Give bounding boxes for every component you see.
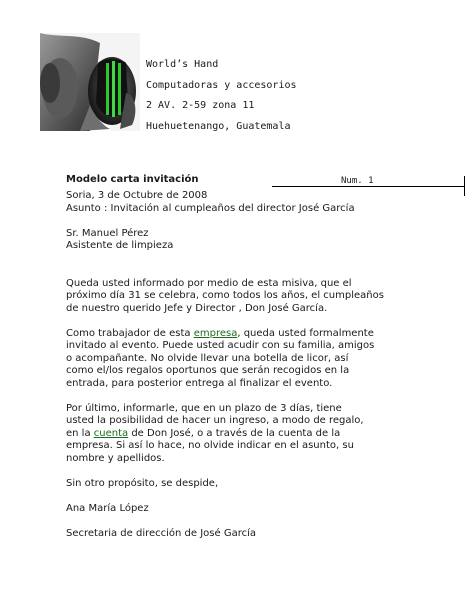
cuenta-link[interactable]: cuenta bbox=[93, 427, 129, 439]
paragraph-line: invitado al evento. Puede usted acudir con su familia, amigos bbox=[66, 340, 375, 351]
company-logo bbox=[40, 33, 140, 131]
text-run: Como trabajador de esta bbox=[66, 327, 194, 339]
letter-body bbox=[66, 190, 468, 540]
paragraph-line: usted la posibilidad de hacer un ingreso, a modo de regalo, bbox=[66, 415, 364, 426]
paragraph-line bbox=[66, 428, 468, 441]
paragraph-line: empresa. Si así lo hace, no olvide indicar en el asunto, su bbox=[66, 440, 354, 451]
paragraph-line: Queda usted informado por medio de esta misiva, que el bbox=[66, 277, 352, 289]
recipient-name: Sr. Manuel Pérez bbox=[66, 227, 149, 239]
company-info bbox=[146, 55, 297, 137]
text-run: , queda usted formalmente bbox=[237, 327, 374, 339]
document-title: Modelo carta invitación bbox=[66, 174, 199, 185]
paragraph-line: nombre y apellidos. bbox=[66, 452, 165, 464]
paragraph-line bbox=[66, 328, 468, 341]
signer-name: Ana María López bbox=[66, 502, 149, 514]
text-run: de Don José, o a través de la cuenta de la bbox=[128, 427, 341, 439]
paragraph-line: de nuestro querido Jefe y Director , Don José García. bbox=[66, 302, 328, 314]
company-tagline: Computadoras y accesorios bbox=[146, 79, 297, 91]
paragraph-1 bbox=[66, 278, 468, 316]
paragraph-line: Por último, informarle, que en un plazo de 3 días, tiene bbox=[66, 402, 342, 414]
letter-subject: Asunto : Invitación al cumpleaños del director José García bbox=[66, 202, 355, 214]
paragraph-2 bbox=[66, 328, 468, 391]
recipient-role: Asistente de limpieza bbox=[66, 240, 174, 251]
company-city: Huehuetenango, Guatemala bbox=[146, 120, 291, 132]
paragraph-line: como el/los regalos oportunos que serán recogidos en la bbox=[66, 365, 350, 376]
company-name: World’s Hand bbox=[146, 59, 219, 70]
paragraph-line: próximo día 31 se celebra, como todos los años, el cumpleaños bbox=[66, 290, 384, 301]
letter-date: Soria, 3 de Octubre de 2008 bbox=[66, 190, 208, 201]
paragraph-line: o acompañante. No olvide llevar una botella de licor, así bbox=[66, 352, 349, 364]
signer-role: Secretaria de dirección de José García bbox=[66, 527, 257, 539]
paragraph-line: entrada, para posterior entrega al finalizar el evento. bbox=[66, 377, 333, 389]
empresa-link[interactable]: empresa bbox=[193, 327, 238, 339]
company-address: 2 AV. 2-59 zona 11 bbox=[146, 100, 255, 111]
header-rule bbox=[272, 186, 464, 187]
letter-closing: Sin otro propósito, se despide, bbox=[66, 477, 219, 489]
paragraph-3 bbox=[66, 403, 468, 466]
document-number: Num. 1 bbox=[341, 176, 374, 186]
text-run: en la bbox=[66, 427, 94, 439]
